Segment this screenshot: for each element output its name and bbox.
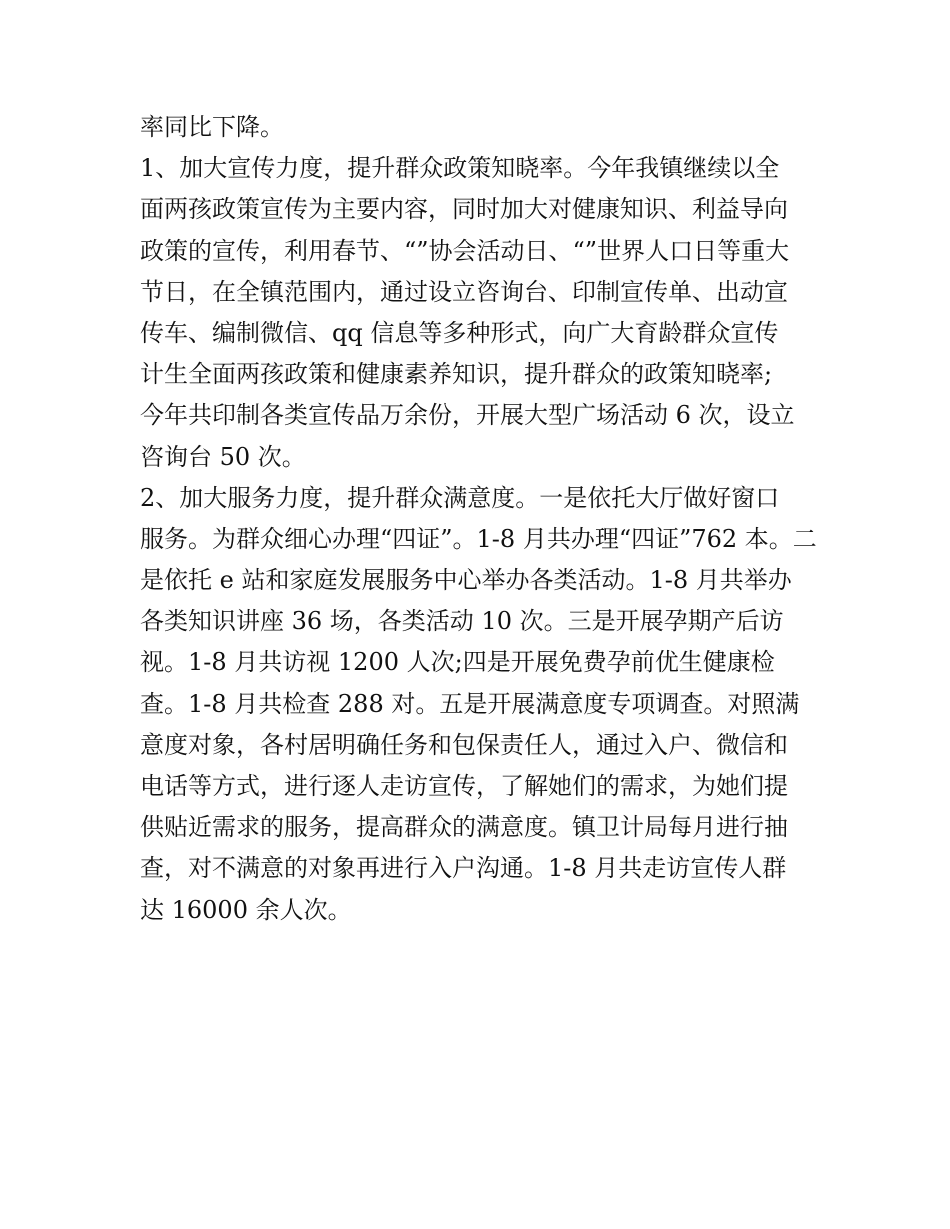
text-line: 意度对象，各村居明确任务和包保责任人，通过入户、微信和 — [140, 730, 788, 759]
text-line: 服务。为群众细心办理“四证”。1-8 月共办理“四证”762 本。二 — [140, 524, 817, 553]
text-line: 2、加大服务力度，提升群众满意度。一是依托大厅做好窗口 — [140, 483, 780, 512]
text-line: 计生全面两孩政策和健康素养知识，提升群众的政策知晓率; — [140, 360, 773, 389]
text-line: 政策的宣传，利用春节、“”协会活动日、“”世界人口日等重大 — [140, 236, 790, 265]
text-line: 达 16000 余人次。 — [140, 895, 352, 924]
text-line: 传车、编制微信、qq 信息等多种形式，向广大育龄群众宣传 — [140, 318, 779, 347]
text-line: 咨询台 50 次。 — [140, 442, 306, 471]
text-line: 各类知识讲座 36 场，各类活动 10 次。三是开展孕期产后访 — [140, 607, 784, 636]
text-line: 今年共印制各类宣传品万余份，开展大型广场活动 6 次，设立 — [140, 401, 795, 430]
text-line: 节日，在全镇范围内，通过设立咨询台、印制宣传单、出动宣 — [140, 277, 788, 306]
text-line: 查。1-8 月共检查 288 对。五是开展满意度专项调查。对照满 — [140, 689, 800, 718]
document-body — [140, 107, 817, 931]
text-line: 电话等方式，进行逐人走访宣传，了解她们的需求，为她们提 — [140, 772, 788, 800]
text-line: 是依托 e 站和家庭发展服务中心举办各类活动。1-8 月共举办 — [140, 566, 792, 595]
text-line: 查，对不满意的对象再进行入户沟通。1-8 月共走访宣传人群 — [140, 854, 787, 883]
text-line: 视。1-8 月共访视 1200 人次;四是开展免费孕前优生健康检 — [140, 648, 775, 677]
text-line: 1、加大宣传力度，提升群众政策知晓率。今年我镇继续以全 — [140, 154, 780, 183]
text-line: 率同比下降。 — [140, 113, 284, 141]
text-line: 面两孩政策宣传为主要内容，同时加大对健康知识、利益导向 — [140, 195, 788, 224]
text-line: 供贴近需求的服务，提高群众的满意度。镇卫计局每月进行抽 — [140, 813, 788, 842]
